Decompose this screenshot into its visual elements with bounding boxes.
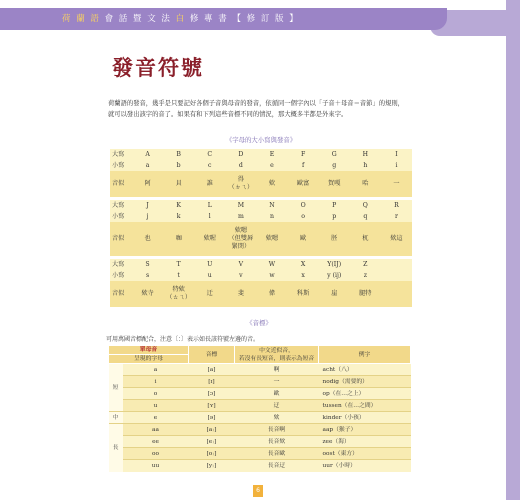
ipa-cell: [ʏ] <box>189 400 235 412</box>
alphabet-cell: 歐富 <box>296 180 310 187</box>
letter-cell: oo <box>123 448 189 460</box>
alphabet-cell: Q <box>362 201 368 209</box>
zh-header-line2: 若沒有長短音，則表示為短音 <box>238 355 315 362</box>
table-row <box>109 424 411 436</box>
alphabet-cell: p <box>332 212 337 220</box>
alphabet-cell: 歐 <box>300 235 307 242</box>
alphabet-cell: N <box>269 201 275 209</box>
alphabet-cell: A <box>145 150 150 158</box>
alphabet-caption: 《字母的大小寫與發音》 <box>225 136 297 144</box>
example-cell: nodig（需要的） <box>319 376 411 388</box>
alphabet-cell: w <box>269 271 275 279</box>
alphabet-cell: 偉 <box>268 290 276 297</box>
alphabet-cell: k <box>176 212 181 220</box>
alphabet-cell: 迂 <box>206 290 213 297</box>
alphabet-cell: B <box>176 150 181 158</box>
table-row <box>109 376 411 388</box>
alphabet-cell: f <box>301 161 305 169</box>
alphabet-cell: U <box>207 260 213 268</box>
alphabet-cell: E <box>269 150 275 158</box>
alphabet-cell: M <box>237 201 245 209</box>
ipa-cell: [ɔ] <box>189 388 235 400</box>
letter-cell: uu <box>123 460 189 472</box>
alphabet-cell: 欸 <box>268 180 276 187</box>
alphabet-cell: 賀嘎 <box>328 180 341 187</box>
zh-header <box>235 346 319 364</box>
alphabet-cell: l <box>208 212 211 220</box>
alphabet-cell: T <box>176 260 181 268</box>
alphabet-row-lower <box>110 270 412 281</box>
group-title: 單母音 <box>109 346 189 355</box>
alphabet-cell: P <box>332 201 337 209</box>
alphabet-cell: 欸嗯 <box>265 235 279 242</box>
zh-cell: 欸 <box>235 412 319 424</box>
alphabet-cell <box>381 259 412 270</box>
alphabet-row-sound <box>110 171 412 197</box>
alphabet-row-upper <box>110 149 412 160</box>
alphabet-row-lower <box>110 160 412 171</box>
ipa-cell: [eː] <box>189 436 235 448</box>
alphabet-cell: Z <box>363 260 368 268</box>
alphabet-cell: 阿 <box>144 180 151 187</box>
alphabet-cell: s <box>145 271 150 279</box>
alphabet-cell: z <box>363 271 367 279</box>
alphabet-cell: m <box>237 212 244 220</box>
zh-cell: 長音啊 <box>235 424 319 436</box>
alphabet-cell: 得 （ㄉㄟ） <box>228 176 254 191</box>
alphabet-cell: b <box>176 161 181 169</box>
table-row <box>109 412 411 424</box>
alphabet-cell: 欸這 <box>390 235 403 242</box>
alphabet-cell: 也 <box>144 235 151 242</box>
alphabet-cell: L <box>207 201 212 209</box>
zh-cell: 迂 <box>235 400 319 412</box>
alphabet-cell: 欸寺 <box>141 290 154 297</box>
alphabet-cell: D <box>238 150 244 158</box>
example-header: 例字 <box>319 346 411 364</box>
alphabet-cell: 誰 <box>206 180 213 187</box>
example-cell: kinder（小孩） <box>319 412 411 424</box>
alphabet-cell: F <box>300 150 306 158</box>
alphabet-cell: X <box>300 260 306 268</box>
alphabet-cell: 特欸 （ㄊㄟ） <box>166 286 192 301</box>
alphabet-table <box>110 149 412 307</box>
alphabet-cell: c <box>208 161 212 169</box>
row-label: 大寫 <box>112 150 125 158</box>
alphabet-cell: 欸喔 <box>203 235 216 242</box>
ipa-header: 音標 <box>189 346 235 364</box>
header-prefix: 荷 蘭 語 <box>62 14 101 24</box>
ipa-cell: [ɪ] <box>189 376 235 388</box>
alphabet-cell <box>381 281 412 307</box>
page-title: 發音符號 <box>112 55 204 80</box>
example-cell: oost（東方） <box>319 448 411 460</box>
zh-header-line1: 中文近似音， <box>259 347 294 354</box>
letter-cell: ee <box>123 436 189 448</box>
header-em: 白 <box>175 14 186 24</box>
alphabet-row-upper <box>110 259 412 270</box>
letter-cell: o <box>123 388 189 400</box>
side-tab-strip <box>506 0 520 500</box>
ipa-cell: [yː] <box>189 460 235 472</box>
zh-cell: 一 <box>235 376 319 388</box>
alphabet-cell: 杌 <box>362 235 369 242</box>
ipa-cell: [oː] <box>189 448 235 460</box>
alphabet-cell: u <box>207 271 212 279</box>
row-label: 小寫 <box>112 161 125 169</box>
zh-cell: 長音迂 <box>235 460 319 472</box>
example-cell: aap（猴子） <box>319 424 411 436</box>
alphabet-row-sound <box>110 281 412 307</box>
alphabet-cell: 欸嗯 （但雙唇 緊閉） <box>228 227 254 250</box>
alphabet-cell: 崖 <box>331 290 338 297</box>
alphabet-row-upper <box>110 200 412 211</box>
example-cell: tussen（在…之間） <box>319 400 411 412</box>
row-label: 大寫 <box>112 260 125 268</box>
example-cell: uur（小時） <box>319 460 411 472</box>
table-row <box>109 364 411 376</box>
alphabet-cell: 斐 <box>237 290 244 297</box>
alphabet-cell: t <box>177 271 180 279</box>
alphabet-cell <box>381 270 412 281</box>
row-label: 音似 <box>112 235 125 242</box>
alphabet-cell: J <box>146 201 149 209</box>
header-rest: 修 專 書 【 修 訂 版 】 <box>185 14 300 24</box>
alphabet-row-lower <box>110 211 412 222</box>
alphabet-cell: C <box>207 150 213 158</box>
vowel-group-label: 長 <box>109 424 123 472</box>
alphabet-cell: 哈 <box>362 180 369 187</box>
letter-cell: u <box>123 400 189 412</box>
alphabet-cell: S <box>145 260 150 268</box>
vowel-rows <box>109 364 411 472</box>
alphabet-cell: i <box>395 161 398 169</box>
alphabet-cell: 腿特 <box>359 290 372 297</box>
alphabet-cell: O <box>300 201 306 209</box>
alphabet-cell: q <box>363 212 368 220</box>
alphabet-cell: I <box>395 150 398 158</box>
letter-cell: a <box>123 364 189 376</box>
alphabet-cell: 貝 <box>175 180 182 187</box>
page-number: 6 <box>253 485 263 497</box>
example-cell: op（在…之上） <box>319 388 411 400</box>
alphabet-cell: j <box>146 212 149 220</box>
alphabet-cell: H <box>362 150 369 158</box>
alphabet-cell: x <box>301 271 305 279</box>
alphabet-cell: d <box>238 161 243 169</box>
row-label: 音似 <box>112 180 125 187</box>
row-label: 小寫 <box>112 271 125 279</box>
vowel-group-label: 短 <box>109 364 123 412</box>
intro-paragraph: 荷蘭語的發音，幾乎是只要記好各個子音與母音的發音，依循同一個字內以「子音＋母音＝音節」的規則，就可以發出該字的音了。如果有和下列這些音標不同的情況，那大概多半都是外來字。 <box>108 100 404 118</box>
running-header <box>62 12 299 24</box>
alphabet-cell: 胚 <box>331 235 338 242</box>
ipa-cell: [aː] <box>189 424 235 436</box>
alphabet-cell: h <box>363 161 368 169</box>
table-row <box>109 460 411 472</box>
alphabet-cell: Y(IJ) <box>327 260 342 268</box>
alphabet-cell: r <box>394 212 398 220</box>
table-row <box>109 388 411 400</box>
header-middle: 會 話 暨 文 法 <box>100 14 176 24</box>
alphabet-cell: g <box>332 161 337 169</box>
alphabet-row-sound <box>110 222 412 256</box>
vowel-sound-table <box>108 345 411 472</box>
sounds-note: 可用萬國音標配合，注意〔：〕表示如長該符號左邊的音。 <box>106 336 260 343</box>
letter-cell: e <box>123 412 189 424</box>
alphabet-cell: v <box>239 271 243 279</box>
row-label: 大寫 <box>112 201 125 209</box>
alphabet-cell: V <box>238 260 244 268</box>
table-row <box>109 400 411 412</box>
example-cell: acht（八） <box>319 364 411 376</box>
alphabet-cell: 咖 <box>175 235 182 242</box>
alphabet-cell: W <box>268 260 276 268</box>
alphabet-cell: 一 <box>393 180 400 187</box>
alphabet-cell: y (ij) <box>327 271 342 279</box>
zh-cell: 啊 <box>235 364 319 376</box>
alphabet-cell: R <box>394 201 399 209</box>
alphabet-cell: K <box>176 201 181 209</box>
alphabet-cell: n <box>269 212 274 220</box>
table-row <box>109 436 411 448</box>
ipa-cell: [a] <box>189 364 235 376</box>
zh-cell: 長音歐 <box>235 448 319 460</box>
alphabet-cell: 科斯 <box>296 290 310 297</box>
ipa-cell: [ə] <box>189 412 235 424</box>
letter-header: 呈現的字母 <box>109 355 189 364</box>
letter-cell: i <box>123 376 189 388</box>
row-label: 小寫 <box>112 212 125 220</box>
alphabet-cell: e <box>270 161 274 169</box>
zh-cell: 長音欸 <box>235 436 319 448</box>
alphabet-cell: G <box>331 150 337 158</box>
sounds-caption: 《音標》 <box>246 319 272 327</box>
letter-cell: aa <box>123 424 189 436</box>
table-row <box>109 448 411 460</box>
example-cell: zee（海） <box>319 436 411 448</box>
vowel-group-label: 中 <box>109 412 123 424</box>
alphabet-cell: o <box>301 212 305 220</box>
row-label: 音似 <box>112 290 125 297</box>
alphabet-cell: a <box>145 161 150 169</box>
zh-cell: 歐 <box>235 388 319 400</box>
